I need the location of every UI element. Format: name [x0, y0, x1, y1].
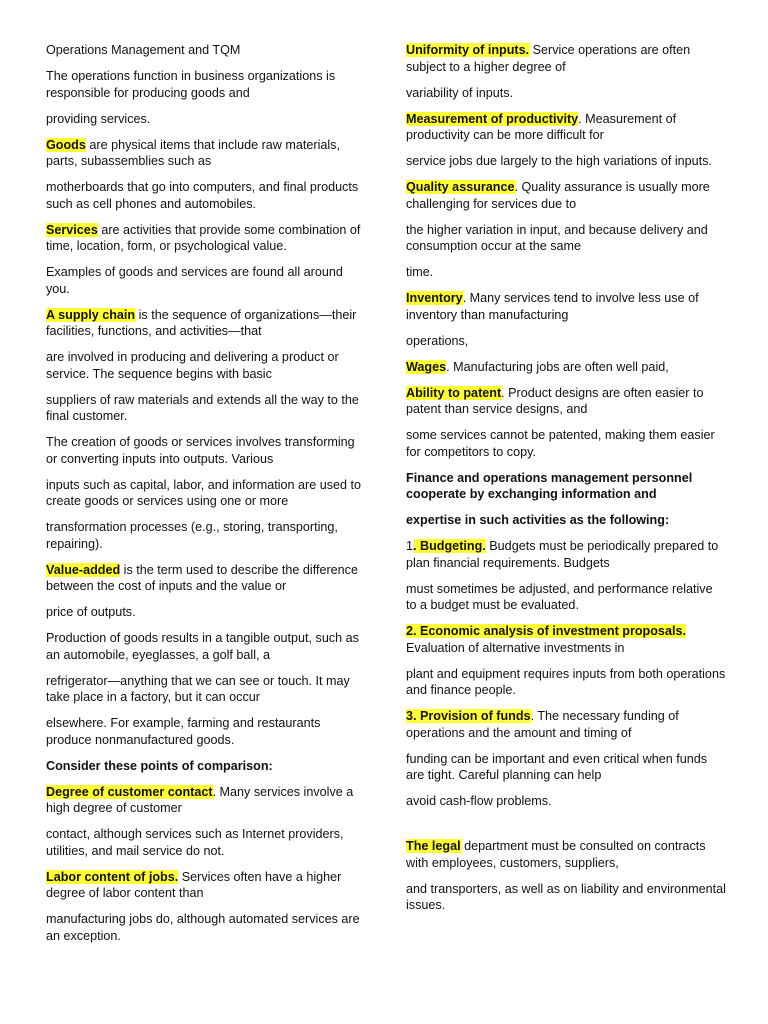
paragraph [406, 708, 726, 741]
highlighted-term: Inventory [406, 291, 463, 305]
paragraph: Examples of goods and services are found all around you. [46, 265, 343, 296]
paragraph: The creation of goods or services involves transforming or converting inputs into outputs. Various [46, 435, 355, 466]
paragraph-text: . Product designs are often easier to patent than service designs, and [406, 385, 704, 416]
highlighted-term: 3. Provision of funds [406, 709, 531, 723]
paragraph [46, 137, 364, 170]
paragraph [46, 222, 364, 255]
section-heading: Finance and operations management personnel cooperate by exchanging information and [406, 470, 693, 501]
paragraph [406, 538, 726, 571]
paragraph-text: . Many services tend to involve less use of inventory than manufacturing [406, 291, 699, 322]
paragraph [406, 179, 726, 212]
paragraph-text: . The necessary funding of operations and the amount and timing of [406, 709, 679, 740]
paragraph: some services cannot be patented, making them easier for competitors to copy. [406, 428, 715, 459]
paragraph: are involved in producing and delivering a product or service. The sequence begins with basic [46, 350, 339, 381]
highlighted-term: Measurement of productivity [406, 111, 579, 126]
paragraph: plant and equipment requires inputs from both operations and finance people. [406, 666, 726, 697]
paragraph: transformation processes (e.g., storing, transporting, repairing). [46, 520, 338, 551]
paragraph [46, 784, 364, 817]
paragraph: the higher variation in input, and because delivery and consumption occur at the same [406, 222, 708, 253]
paragraph-text: Budgets must be periodically prepared to plan financial requirements. Budgets [406, 539, 719, 570]
paragraph: operations, [406, 333, 469, 348]
paragraph: variability of inputs. [406, 85, 514, 100]
highlighted-term: The legal [406, 839, 461, 853]
paragraph: Production of goods results in a tangible output, such as an automobile, eyeglasses, a golf ball, a [46, 631, 359, 662]
paragraph-text: Services often have a higher degree of labor content than [46, 869, 342, 900]
highlighted-term: Goods [46, 137, 86, 152]
paragraph: avoid cash-flow problems. [406, 794, 552, 808]
highlighted-term: Labor content of jobs. [46, 869, 179, 884]
paragraph [46, 869, 364, 902]
paragraph [406, 385, 726, 418]
paragraph-text: are activities that provide some combination of time, location, form, or psychological value. [46, 222, 361, 253]
paragraph-text: is the sequence of organizations—their facilities, functions, and activities—that [46, 307, 357, 338]
paragraph-text: are physical items that include raw materials, parts, subassemblies such as [46, 137, 340, 168]
paragraph [406, 359, 726, 376]
paragraph: time. [406, 265, 434, 279]
highlighted-term: 2. Economic analysis of investment proposals. [406, 624, 686, 638]
highlighted-term: A supply chain [46, 307, 136, 322]
paragraph [46, 307, 364, 340]
paragraph: service jobs due largely to the high variations of inputs. [406, 154, 712, 168]
highlighted-term: Ability to patent [406, 385, 502, 400]
section-heading: Consider these points of comparison: [46, 758, 273, 773]
paragraph-text: . Many services involve a high degree of customer [46, 784, 354, 815]
paragraph: motherboards that go into computers, and final products such as cell phones and automobiles. [46, 180, 359, 211]
highlighted-term: Uniformity of inputs. [406, 43, 530, 57]
document-title: Operations Management and TQM [46, 43, 241, 57]
paragraph-text: Evaluation of alternative investments in [406, 640, 625, 655]
paragraph: manufacturing jobs do, although automated services are an exception. [46, 912, 360, 943]
paragraph: and transporters, as well as on liability and environmental issues. [406, 881, 726, 912]
paragraph [406, 838, 726, 871]
paragraph [406, 290, 726, 323]
paragraph-text: . Measurement of productivity can be more difficult for [406, 111, 677, 142]
spacer [406, 819, 726, 838]
paragraph-text: . Manufacturing jobs are often well paid, [446, 359, 669, 374]
highlighted-term: Wages [406, 359, 447, 374]
paragraph: must sometimes be adjusted, and performance relative to a budget must be evaluated. [406, 581, 713, 612]
paragraph: elsewhere. For example, farming and restaurants produce nonmanufactured goods. [46, 716, 321, 747]
highlighted-term: Services [46, 222, 98, 237]
paragraph [406, 623, 726, 656]
highlighted-term: Value-added [46, 562, 121, 577]
paragraph-text: . Quality assurance is usually more challenging for services due to [406, 180, 710, 211]
paragraph: suppliers of raw materials and extends all the way to the final customer. [46, 392, 359, 423]
highlighted-term: . Budgeting. [413, 539, 486, 553]
paragraph: inputs such as capital, labor, and information are used to create goods or services using one or more [46, 477, 362, 508]
paragraph: refrigerator—anything that we can see or touch. It may take place in a factory, but it can occur [46, 673, 350, 704]
paragraph: providing services. [46, 111, 151, 126]
paragraph: The operations function in business organizations is responsible for producing goods and [46, 69, 336, 100]
left-column [46, 42, 364, 954]
section-heading: expertise in such activities as the following: [406, 513, 670, 527]
right-column [406, 42, 726, 923]
paragraph: price of outputs. [46, 605, 136, 619]
list-number: 1 [406, 539, 414, 553]
paragraph [46, 562, 364, 595]
paragraph: contact, although services such as Internet providers, utilities, and mail service do not. [46, 827, 344, 858]
paragraph [406, 42, 726, 75]
highlighted-term: Degree of customer contact [46, 784, 213, 799]
paragraph-text: Service operations are often subject to a higher degree of [406, 43, 691, 74]
paragraph [406, 111, 726, 144]
paragraph-text: department must be consulted on contracts with employees, customers, suppliers, [406, 839, 706, 870]
paragraph-text: is the term used to describe the difference between the cost of inputs and the value or [46, 562, 358, 593]
paragraph: funding can be important and even critical when funds are tight. Careful planning can help [406, 751, 708, 782]
highlighted-term: Quality assurance [406, 180, 515, 194]
